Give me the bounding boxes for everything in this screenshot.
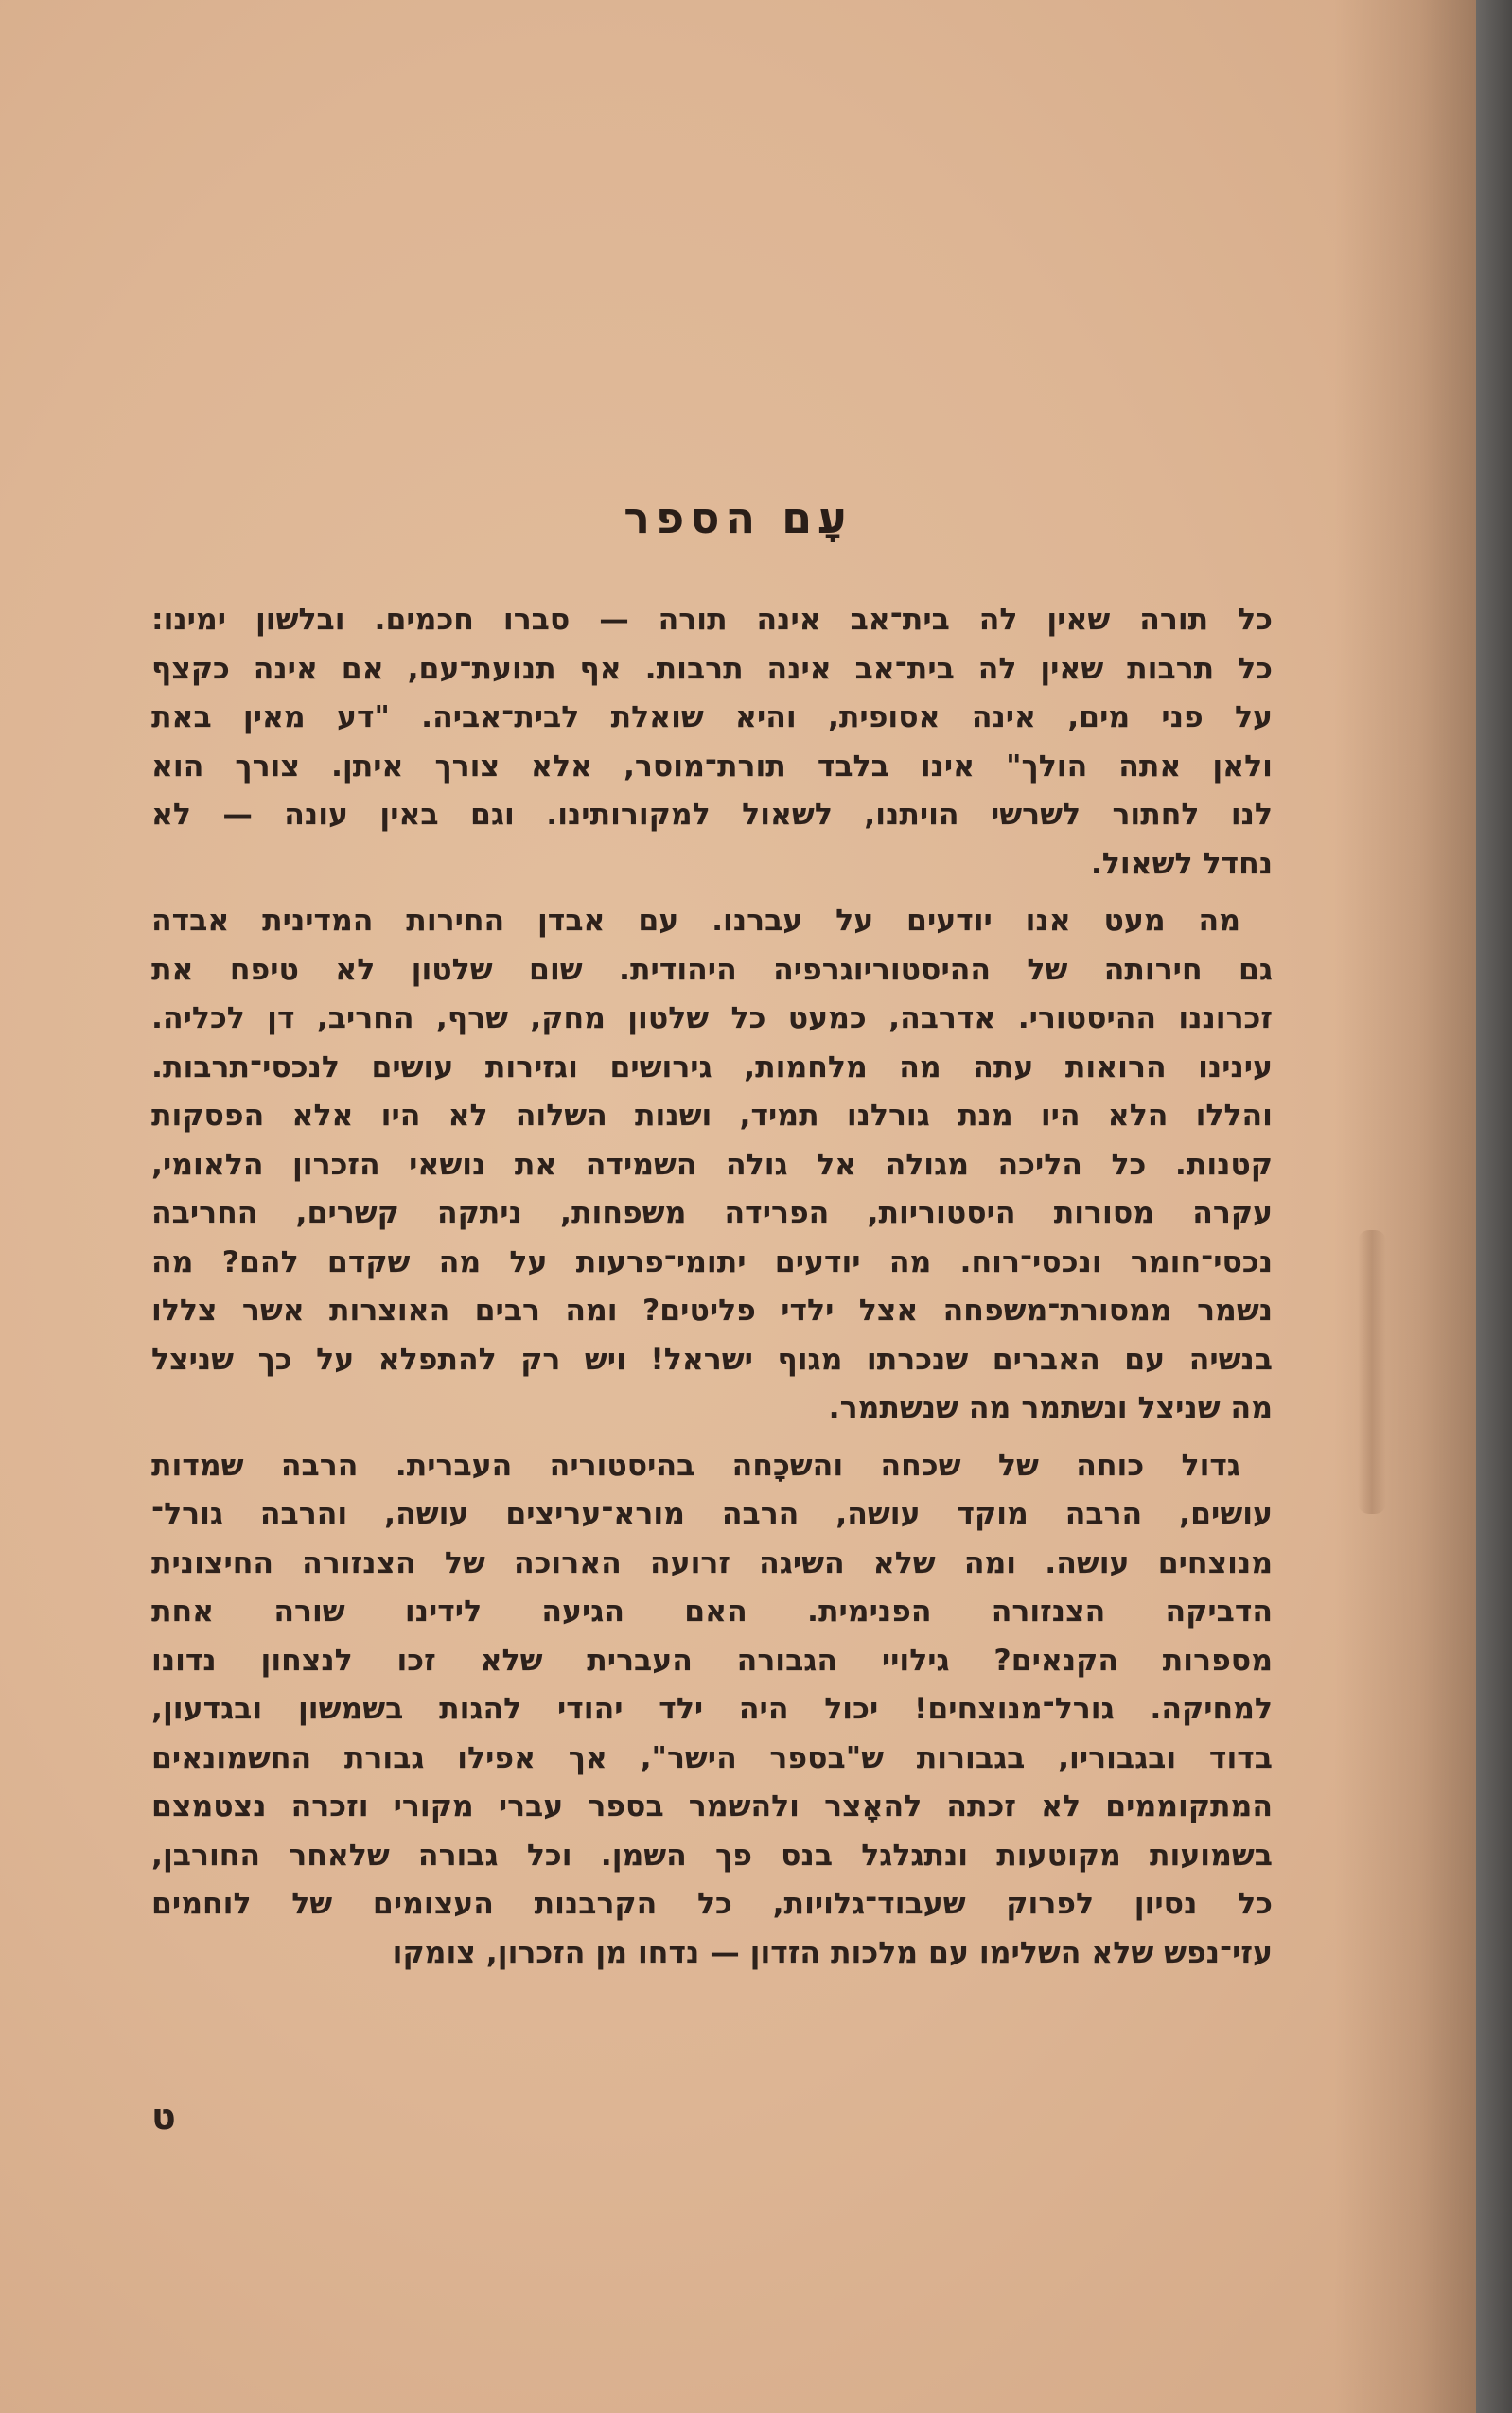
text-line: בנשיה עם האברים שנכרתו מגוף ישראל! ויש רק להתפלא על כך שניצל	[151, 1342, 1273, 1377]
text-line: כל תורה שאין לה בית־אב אינה תורה — סברו חכמים. ובלשון ימינו:	[151, 603, 1273, 637]
text-line: נכסי־חומר ונכסי־רוח. מה יודעים יתומי־פרעות על מה שקדם להם? מה	[151, 1244, 1273, 1279]
text-line: כל נסיון לפרוק שעבוד־גלויות, כל הקרבנות העצומים של לוחמים	[151, 1887, 1273, 1921]
gutter-shadow	[1334, 0, 1476, 2413]
text-line: זכרוננו ההיסטורי. אדרבה, כמעט כל שלטון מחק, שרף, החריב, דן לכליה.	[151, 1001, 1273, 1035]
text-line: עינינו הרואות עתה מה מלחמות, גירושים וגזירות עושים לנכסי־תרבות.	[151, 1049, 1273, 1084]
text-line: על פני מים, אינה אסופית, והיא שואלת לבית־אביה. "דע מאין באת	[151, 700, 1273, 734]
text-line: לנו לחתור לשרשי הויתנו, לשאול למקורותינו. וגם באין עונה — לא	[151, 798, 1273, 832]
page-number: ט	[151, 2096, 176, 2138]
text-line: מספרות הקנאים? גילויי הגבורה העברית שלא זכו לנצחון נדונו	[151, 1643, 1273, 1678]
text-line: גם חירותה של ההיסטוריוגרפיה היהודית. שום שלטון לא טיפח את	[151, 952, 1273, 987]
paragraph	[151, 596, 1273, 889]
text-line: קטנות. כל הליכה מגולה אל גולה השמידה את נושאי הזכרון הלאומי,	[151, 1147, 1273, 1182]
paragraph	[151, 897, 1273, 1434]
text-line: והללו הלא היו מנת גורלנו תמיד, ושנות השלוה לא היו אלא הפסקות	[151, 1099, 1273, 1133]
text-line: כל תרבות שאין לה בית־אב אינה תרבות. אף תנועת־עם, אם אינה כקצף	[151, 651, 1273, 686]
text-line: עזי־נפש שלא השלימו עם מלכות הזדון — נדחו מן הזכרון, צומקו	[392, 1935, 1273, 1970]
chapter-title: עָם הספר	[624, 492, 853, 543]
book-spine	[1476, 0, 1512, 2413]
text-line: בדוד ובגבוריו, בגבורות ש"בספר הישר", אך אפילו גבורת החשמונאים	[151, 1740, 1273, 1775]
paper-fold	[1358, 1230, 1386, 1514]
text-line: מה שניצל ונשתמר מה שנשתמר.	[828, 1391, 1273, 1425]
text-line: עקרה מסורות היסטוריות, הפרידה משפחות, ניתקה קשרים, החריבה	[151, 1196, 1273, 1230]
text-line: עושים, הרבה מוקד עושה, הרבה מורא־עריצים עושה, והרבה גורל־	[151, 1497, 1273, 1531]
text-line: גדול כוחה של שכחה והשכָחה בהיסטוריה העברית. הרבה שמדות	[151, 1448, 1240, 1483]
text-line: מנוצחים עושה. ומה שלא השיגה זרועה הארוכה של הצנזורה החיצונית	[151, 1545, 1273, 1580]
text-line: ולאן אתה הולך" אינו בלבד תורת־מוסר, אלא צורך איתן. צורך הוא	[151, 749, 1273, 784]
text-line: נחדל לשאול.	[1090, 846, 1273, 881]
text-line: הדביקה הצנזורה הפנימית. האם הגיעה לידינו שורה אחת	[151, 1594, 1273, 1629]
body-text	[151, 596, 1273, 1986]
text-line: בשמועות מקוטעות ונתגלגל בנס פך השמן. וכל גבורה שלאחר החורבן,	[151, 1838, 1273, 1873]
paragraph	[151, 1442, 1273, 1979]
text-line: מה מעט אנו יודעים על עברנו. עם אבדן החירות המדינית אבדה	[151, 904, 1240, 938]
text-line: נשמר ממסורת־משפחה אצל ילדי פליטים? ומה רבים האוצרות אשר צללו	[151, 1294, 1273, 1328]
text-line: המתקוממים לא זכתה להאָצר ולהשמר בספר עברי מקורי וזכרה נצטמצם	[151, 1789, 1273, 1823]
text-line: למחיקה. גורל־מנוצחים! יכול היה ילד יהודי להגות בשמשון ובגדעון,	[151, 1692, 1273, 1726]
